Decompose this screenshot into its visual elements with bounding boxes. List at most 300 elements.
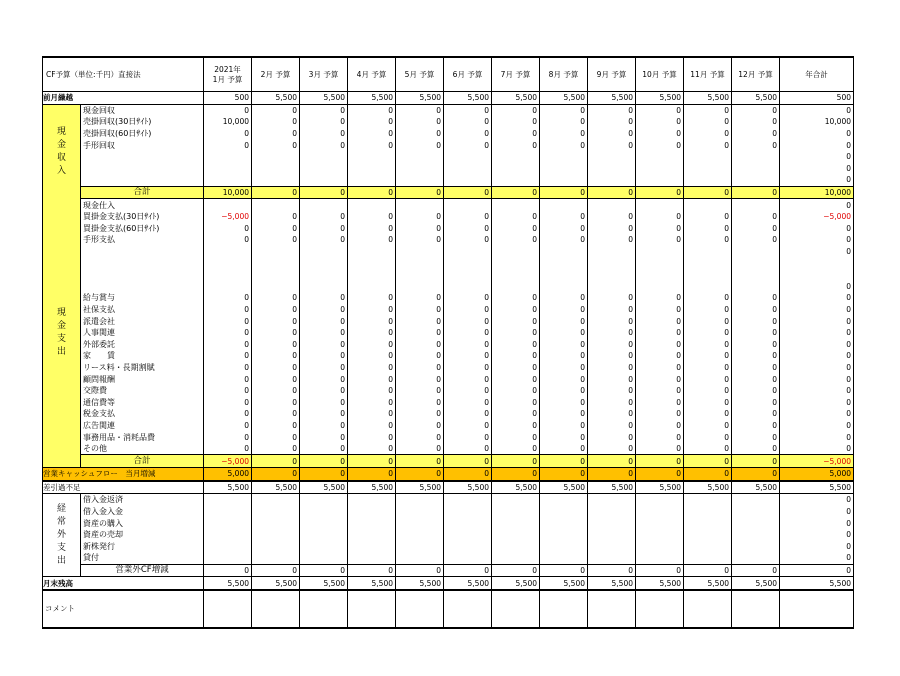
row-label: 通信費等	[81, 396, 204, 408]
cell-value: 0	[636, 350, 684, 362]
cell-value	[732, 506, 780, 518]
row-label: 給与賞与	[81, 292, 204, 304]
cell-value	[540, 529, 588, 541]
cell-value: 0	[684, 315, 732, 327]
row-label: 手形支払	[81, 234, 204, 246]
cell-value: 0	[540, 373, 588, 385]
cell-value: 5,500	[252, 577, 300, 590]
cell-value	[204, 174, 252, 186]
cell-total: 0	[780, 315, 854, 327]
month-header: 4月 予算	[348, 57, 396, 92]
cell-total: 0	[780, 281, 854, 293]
cell-value	[396, 163, 444, 175]
cell-value: 0	[444, 223, 492, 235]
cell-value: 0	[732, 292, 780, 304]
row-label	[81, 246, 204, 258]
cell-value: 0	[492, 234, 540, 246]
cell-value: 0	[204, 338, 252, 350]
cell-value	[588, 151, 636, 163]
cell-value: 0	[540, 211, 588, 223]
cell-value	[300, 174, 348, 186]
cell-value: 0	[348, 116, 396, 128]
cell-value	[684, 552, 732, 564]
cell-value: 0	[636, 327, 684, 339]
cell-value: 0	[588, 431, 636, 443]
cell-value	[444, 163, 492, 175]
cell-value: 0	[492, 104, 540, 116]
cell-value	[588, 494, 636, 506]
row-label: 交際費	[81, 385, 204, 397]
cell-value: 0	[348, 304, 396, 316]
cell-value: 0	[348, 139, 396, 151]
cell-value: 0	[300, 104, 348, 116]
cell-value: 0	[732, 455, 780, 468]
cell-value: 5,500	[732, 92, 780, 105]
cell-value	[252, 541, 300, 553]
cell-value: 0	[732, 116, 780, 128]
cell-value: 0	[252, 564, 300, 577]
cell-value: 0	[636, 304, 684, 316]
cell-value: 0	[540, 468, 588, 481]
cell-total: 0	[780, 292, 854, 304]
cell-value: 0	[492, 128, 540, 140]
comment-cell	[684, 590, 732, 628]
cell-value: 0	[684, 234, 732, 246]
cell-value: 0	[588, 116, 636, 128]
row-label: 資産の売却	[81, 529, 204, 541]
row-label: リース料・長期割賦	[81, 362, 204, 374]
cell-value: 0	[252, 408, 300, 420]
cell-value	[636, 517, 684, 529]
cell-value: 0	[540, 350, 588, 362]
cell-value: 0	[588, 128, 636, 140]
cell-value: 0	[300, 223, 348, 235]
sheet-title: CF予算（単位:千円）直接法	[43, 57, 204, 92]
cell-value: 0	[348, 292, 396, 304]
cell-total: 0	[780, 396, 854, 408]
cell-value: 0	[684, 211, 732, 223]
comment-cell	[540, 590, 588, 628]
cell-value	[444, 174, 492, 186]
row-label: その他	[81, 443, 204, 455]
cell-value: 0	[252, 443, 300, 455]
cell-value: 0	[636, 234, 684, 246]
cell-value: 0	[396, 211, 444, 223]
cell-value: 0	[636, 396, 684, 408]
cell-value: 0	[204, 373, 252, 385]
cell-value	[252, 174, 300, 186]
cell-value: 0	[348, 455, 396, 468]
cell-value: 5,500	[300, 481, 348, 494]
cell-value	[588, 517, 636, 529]
cell-value: 5,500	[636, 481, 684, 494]
cell-value: 0	[540, 104, 588, 116]
cell-value	[252, 517, 300, 529]
cell-value: 0	[732, 420, 780, 432]
cell-total: 0	[780, 304, 854, 316]
cell-value: 0	[204, 234, 252, 246]
cell-value: 0	[444, 128, 492, 140]
cell-value	[204, 281, 252, 293]
cell-value: 0	[636, 104, 684, 116]
cell-value: 0	[252, 468, 300, 481]
cell-value	[636, 281, 684, 293]
cell-value: 0	[204, 443, 252, 455]
cell-value	[252, 151, 300, 163]
cell-value: 0	[396, 139, 444, 151]
cell-value: 0	[252, 104, 300, 116]
row-label: 貸付	[81, 552, 204, 564]
cell-value: 0	[348, 327, 396, 339]
cell-value: 0	[732, 350, 780, 362]
cell-value	[732, 494, 780, 506]
cell-value	[684, 269, 732, 281]
cell-value: 0	[300, 420, 348, 432]
cell-value	[444, 281, 492, 293]
cell-value	[396, 541, 444, 553]
cell-value: 0	[396, 385, 444, 397]
cell-value: 5,500	[396, 577, 444, 590]
cell-value: 5,500	[636, 92, 684, 105]
cell-total: 0	[780, 431, 854, 443]
cell-value	[300, 506, 348, 518]
row-label	[81, 257, 204, 269]
cell-value: 0	[444, 420, 492, 432]
total-header: 年合計	[780, 57, 854, 92]
cell-value: 0	[684, 128, 732, 140]
cell-value	[636, 151, 684, 163]
cell-value	[540, 257, 588, 269]
cell-value	[492, 163, 540, 175]
cell-value: 0	[252, 350, 300, 362]
cell-value: 0	[492, 223, 540, 235]
operating-cf-label: 営業キャッシュフロー 当月増減	[43, 468, 204, 481]
cell-value: 5,500	[492, 481, 540, 494]
cell-total: 0	[780, 529, 854, 541]
cell-value: 0	[300, 327, 348, 339]
cell-value: 0	[204, 304, 252, 316]
cell-value: 0	[204, 362, 252, 374]
cell-value: 0	[732, 186, 780, 199]
cell-value: 0	[732, 385, 780, 397]
cell-value: 0	[492, 408, 540, 420]
cell-total: 0	[780, 408, 854, 420]
cell-value: 0	[588, 396, 636, 408]
section-label: 現 金 支 出	[43, 199, 81, 468]
cell-value: 0	[300, 385, 348, 397]
cell-value: 0	[636, 431, 684, 443]
cell-total: 0	[780, 362, 854, 374]
cell-value: 0	[636, 443, 684, 455]
cell-total: −5,000	[780, 211, 854, 223]
cell-value	[348, 246, 396, 258]
cell-value	[636, 494, 684, 506]
cell-value: 5,500	[492, 92, 540, 105]
cell-value: 0	[348, 338, 396, 350]
row-label: 派遣会社	[81, 315, 204, 327]
cell-value	[204, 257, 252, 269]
cell-value: 0	[492, 396, 540, 408]
cell-value: 0	[684, 431, 732, 443]
cell-value	[348, 552, 396, 564]
cell-value: 0	[348, 408, 396, 420]
cell-total: 0	[780, 104, 854, 116]
cell-total: 0	[780, 350, 854, 362]
cell-total: 0	[780, 199, 854, 211]
cell-value: 0	[444, 104, 492, 116]
row-label: 新株発行	[81, 541, 204, 553]
cell-value: 0	[492, 420, 540, 432]
cell-value: 0	[204, 408, 252, 420]
comment-cell	[492, 590, 540, 628]
cell-value: 0	[732, 315, 780, 327]
cell-value	[348, 529, 396, 541]
cell-value	[252, 163, 300, 175]
cell-value	[492, 517, 540, 529]
cell-value	[492, 494, 540, 506]
cell-value: 0	[588, 139, 636, 151]
cell-value: 0	[204, 350, 252, 362]
cell-value: 0	[732, 468, 780, 481]
cell-value: 0	[204, 223, 252, 235]
cell-value	[252, 257, 300, 269]
cell-value: 0	[636, 223, 684, 235]
cell-total: 0	[780, 494, 854, 506]
row-label: 人事関連	[81, 327, 204, 339]
cell-value: 0	[444, 408, 492, 420]
cell-value: 0	[588, 223, 636, 235]
row-label: 家 賃	[81, 350, 204, 362]
cell-value: 0	[588, 234, 636, 246]
cell-value: 0	[540, 564, 588, 577]
cell-value	[540, 552, 588, 564]
cell-value: 0	[444, 234, 492, 246]
row-label	[81, 151, 204, 163]
cell-value: 0	[492, 211, 540, 223]
cell-value	[492, 552, 540, 564]
cell-value	[636, 529, 684, 541]
cell-value: 0	[252, 362, 300, 374]
cell-value: 0	[684, 338, 732, 350]
cell-value	[684, 529, 732, 541]
cell-value: 0	[252, 186, 300, 199]
cell-value: 0	[636, 564, 684, 577]
month-header: 10月 予算	[636, 57, 684, 92]
cell-value	[588, 246, 636, 258]
cell-value	[252, 199, 300, 211]
cell-total: 5,500	[780, 577, 854, 590]
cell-value: 0	[396, 327, 444, 339]
cell-total	[780, 269, 854, 281]
cell-value: 0	[204, 292, 252, 304]
cell-value: 0	[588, 292, 636, 304]
cell-value: 0	[588, 455, 636, 468]
cell-value: 0	[492, 327, 540, 339]
cell-value	[252, 281, 300, 293]
cell-value: 0	[684, 350, 732, 362]
cell-value: 0	[444, 211, 492, 223]
cell-value: 0	[588, 350, 636, 362]
row-label: 広告関連	[81, 420, 204, 432]
cell-value: 5,500	[252, 481, 300, 494]
cell-total: 0	[780, 128, 854, 140]
cell-value: 0	[300, 455, 348, 468]
row-label: 社保支払	[81, 304, 204, 316]
cell-value	[684, 517, 732, 529]
cell-value: 0	[348, 186, 396, 199]
cell-value	[588, 269, 636, 281]
cell-value: 0	[396, 420, 444, 432]
cell-value	[300, 281, 348, 293]
cell-value: 10,000	[204, 186, 252, 199]
section-label: 経 常 外 支 出	[43, 494, 81, 577]
cell-value: 0	[492, 116, 540, 128]
row-label: 売掛回収(30日ｻｲﾄ)	[81, 116, 204, 128]
cell-value: 0	[348, 104, 396, 116]
cell-value: 0	[636, 408, 684, 420]
cell-value: 0	[492, 139, 540, 151]
cell-value: 0	[492, 338, 540, 350]
cell-total: 0	[780, 174, 854, 186]
cell-value: 0	[348, 385, 396, 397]
cell-value: 0	[396, 408, 444, 420]
cell-value: 0	[396, 116, 444, 128]
month-header: 7月 予算	[492, 57, 540, 92]
cell-value: 5,500	[540, 92, 588, 105]
cell-value: 0	[204, 128, 252, 140]
cell-value	[396, 529, 444, 541]
cell-value	[636, 257, 684, 269]
cell-value: 0	[540, 116, 588, 128]
cell-value: 0	[444, 373, 492, 385]
cell-total: 500	[780, 92, 854, 105]
row-label: 売掛回収(60日ｻｲﾄ)	[81, 128, 204, 140]
month-header: 9月 予算	[588, 57, 636, 92]
cell-total: 0	[780, 506, 854, 518]
cell-value: 0	[300, 396, 348, 408]
cell-value: 0	[492, 443, 540, 455]
cell-value: 0	[204, 327, 252, 339]
cell-value	[300, 199, 348, 211]
cell-value: 0	[252, 304, 300, 316]
cell-value: 0	[444, 564, 492, 577]
cell-value: 0	[300, 350, 348, 362]
cell-value: 0	[636, 139, 684, 151]
cell-value: 0	[732, 327, 780, 339]
cell-value	[684, 541, 732, 553]
cell-value: 0	[300, 139, 348, 151]
cell-value: 0	[252, 396, 300, 408]
cell-value	[348, 199, 396, 211]
cell-value	[684, 174, 732, 186]
cell-total: 0	[780, 246, 854, 258]
cell-value: 0	[396, 128, 444, 140]
cell-value	[588, 174, 636, 186]
cell-value	[204, 163, 252, 175]
cell-total: 5,500	[780, 481, 854, 494]
cell-value: 5,500	[444, 481, 492, 494]
cell-value: 0	[684, 362, 732, 374]
cell-value: 0	[444, 186, 492, 199]
cell-value: 0	[732, 234, 780, 246]
cell-value: 0	[300, 362, 348, 374]
cell-total: 0	[780, 385, 854, 397]
cell-value: 0	[636, 292, 684, 304]
row-label: 買掛金支払(60日ｻｲﾄ)	[81, 223, 204, 235]
cell-value: 5,500	[204, 577, 252, 590]
cell-value: 0	[492, 350, 540, 362]
cell-value: 0	[588, 211, 636, 223]
cell-value	[396, 552, 444, 564]
cell-value: 0	[684, 564, 732, 577]
cell-value	[540, 199, 588, 211]
cell-value: 5,500	[636, 577, 684, 590]
comment-cell	[396, 590, 444, 628]
cell-value: 0	[684, 455, 732, 468]
cell-value: 0	[684, 385, 732, 397]
cell-value: 0	[204, 431, 252, 443]
cell-value: 0	[636, 468, 684, 481]
cell-value: 0	[204, 564, 252, 577]
cell-value: 0	[732, 128, 780, 140]
cell-value	[732, 246, 780, 258]
cell-value: 0	[588, 104, 636, 116]
cell-value: 0	[540, 315, 588, 327]
cell-value: 0	[396, 431, 444, 443]
cell-value: 0	[636, 338, 684, 350]
cell-value: 5,500	[444, 577, 492, 590]
cell-value	[684, 163, 732, 175]
cell-value	[732, 552, 780, 564]
cell-value: 0	[732, 431, 780, 443]
cell-value	[444, 269, 492, 281]
cell-value: 0	[636, 211, 684, 223]
cell-total: 0	[780, 139, 854, 151]
cell-value	[540, 541, 588, 553]
cell-value: 0	[300, 211, 348, 223]
cell-value	[684, 506, 732, 518]
cell-value: 5,500	[444, 92, 492, 105]
cell-value: 0	[732, 443, 780, 455]
cell-value: 0	[588, 186, 636, 199]
cell-value: 0	[684, 420, 732, 432]
cell-value	[492, 529, 540, 541]
cell-value: 0	[348, 234, 396, 246]
cell-value: 0	[492, 468, 540, 481]
cell-value: 0	[636, 128, 684, 140]
cell-value	[348, 174, 396, 186]
cell-value: 0	[252, 420, 300, 432]
cell-value: 500	[204, 92, 252, 105]
cell-value: 0	[348, 431, 396, 443]
cell-value: 0	[348, 420, 396, 432]
cell-value	[204, 517, 252, 529]
cell-value: 0	[540, 443, 588, 455]
cell-value	[636, 199, 684, 211]
cell-value: 0	[444, 327, 492, 339]
month-header: 3月 予算	[300, 57, 348, 92]
cell-value: 0	[684, 292, 732, 304]
cell-total: 0	[780, 223, 854, 235]
cell-value	[684, 199, 732, 211]
cell-value	[396, 246, 444, 258]
cell-total: 0	[780, 373, 854, 385]
cell-value: 0	[444, 455, 492, 468]
cell-value	[684, 281, 732, 293]
comment-cell	[252, 590, 300, 628]
cell-value	[252, 529, 300, 541]
cell-value: 0	[300, 408, 348, 420]
